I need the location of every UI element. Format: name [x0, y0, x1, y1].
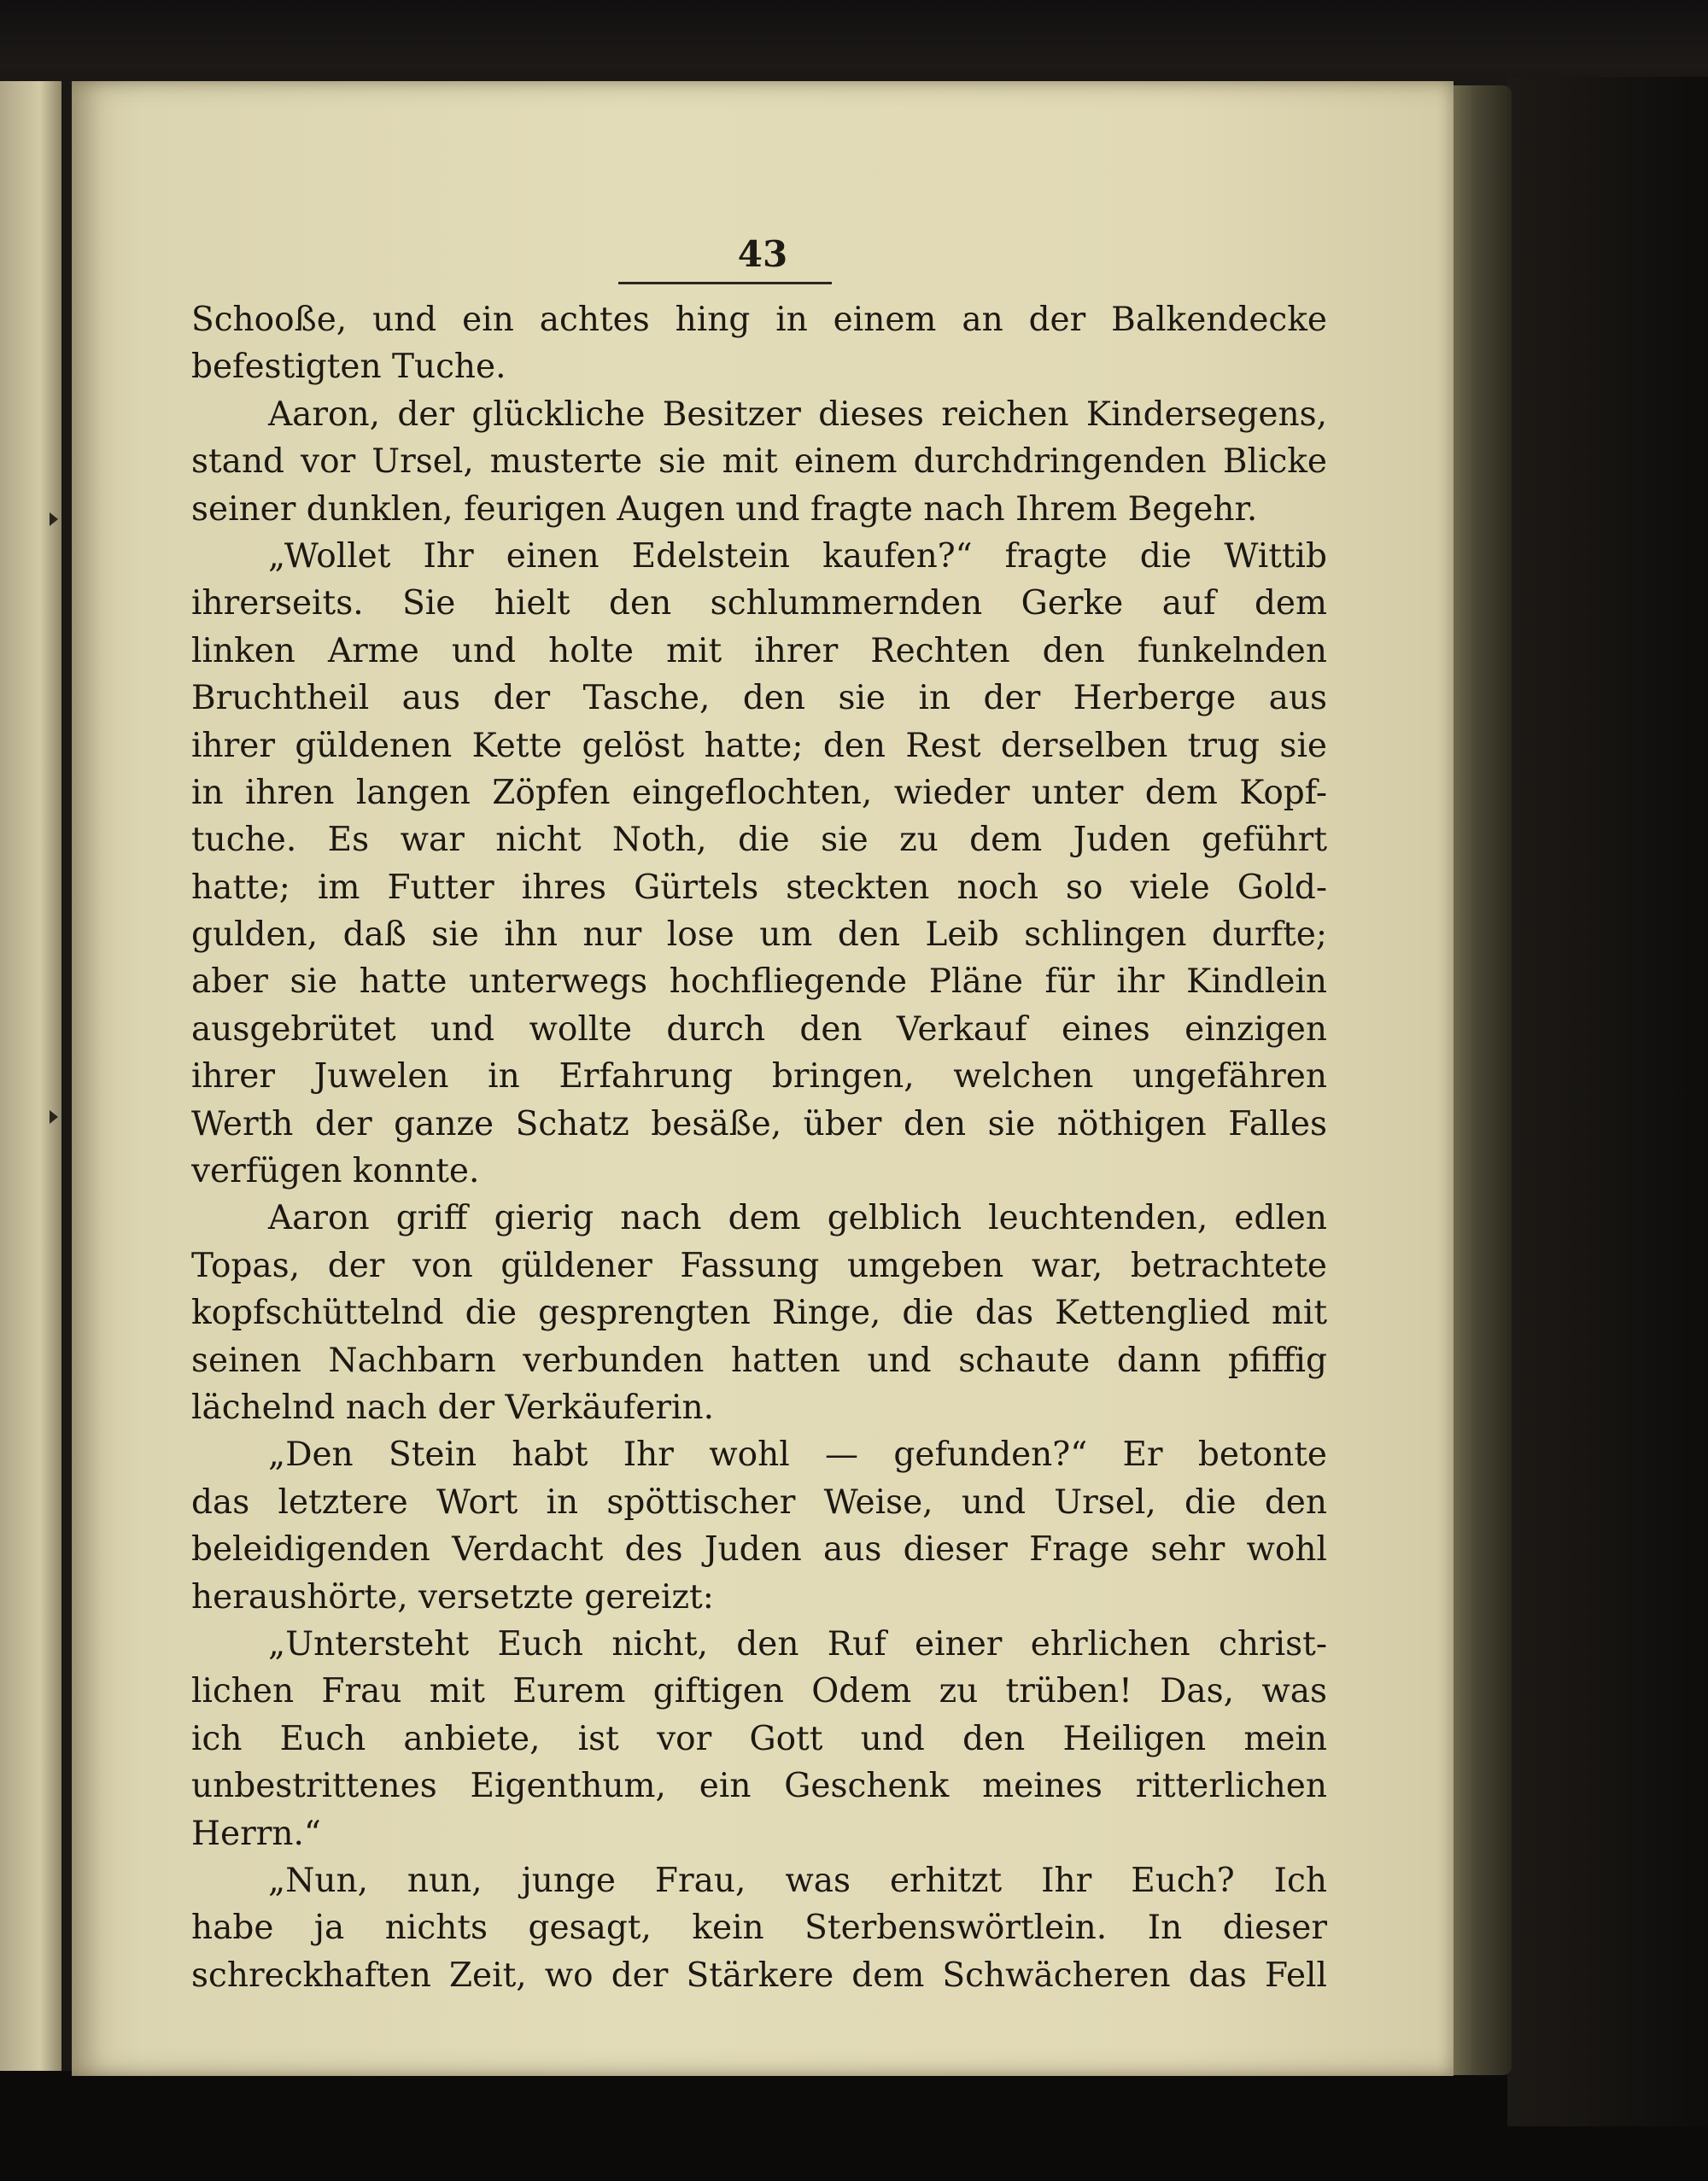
- text-line: Bruchtheil aus der Tasche, den sie in der Herberge aus: [191, 679, 1327, 718]
- text-line: kopfschüttelnd die gesprengten Ringe, die das Kettenglied mit: [191, 1294, 1327, 1333]
- text-line: ausgebrütet und wollte durch den Verkauf eines einzigen: [191, 1009, 1327, 1049]
- previous-page-edge: [0, 81, 61, 2071]
- text-line: „Untersteht Euch nicht, den Ruf einer ehrlichen christ-: [268, 1624, 1327, 1664]
- text-line: ihrer güldenen Kette gelöst hatte; den Rest derselben trug sie: [191, 726, 1327, 765]
- text-line: befestigten Tuche.: [191, 348, 506, 387]
- text-line: verfügen konnte.: [191, 1152, 480, 1191]
- text-line: ihrerseits. Sie hielt den schlummernden Gerke auf dem: [191, 584, 1327, 623]
- text-line: seiner dunklen, feurigen Augen und fragte nach Ihrem Begehr.: [191, 489, 1258, 529]
- text-line: tuche. Es war nicht Noth, die sie zu dem Juden geführt: [191, 821, 1327, 860]
- text-line: Werth der ganze Schatz besäße, über den sie nöthigen Falles: [191, 1104, 1327, 1143]
- text-line: Herrn.“: [191, 1814, 321, 1853]
- text-line: beleidigenden Verdacht des Juden aus dieser Frage sehr wohl: [191, 1530, 1327, 1570]
- text-line: seinen Nachbarn verbunden hatten und schaute dann pfiffig: [191, 1341, 1327, 1380]
- text-line: Schooße, und ein achtes hing in einem an der Balkendecke: [191, 301, 1327, 339]
- body-text: [191, 296, 1327, 1999]
- text-line: das letztere Wort in spöttischer Weise, und Ursel, die den: [191, 1482, 1327, 1522]
- book-page: [72, 81, 1454, 2076]
- text-line: heraushörte, versetzte gereizt:: [191, 1577, 714, 1617]
- text-line: unbestrittenes Eigenthum, ein Geschenk meines ritterlichen: [191, 1767, 1327, 1806]
- book-cover-right: [1507, 77, 1708, 2126]
- text-line: linken Arme und holte mit ihrer Rechten den funkelnden: [191, 631, 1327, 670]
- text-line: ich Euch anbiete, ist vor Gott und den Heiligen mein: [191, 1719, 1327, 1758]
- text-line: hatte; im Futter ihres Gürtels steckten noch so viele Gold-: [191, 868, 1327, 907]
- margin-mark: [50, 512, 58, 526]
- text-line: „Nun, nun, junge Frau, was erhitzt Ihr Euch? Ich: [268, 1861, 1327, 1900]
- text-line: lächelnd nach der Verkäuferin.: [191, 1388, 714, 1427]
- text-line: Aaron griff gierig nach dem gelblich leuchtenden, edlen: [268, 1199, 1327, 1238]
- page-edges: [1452, 85, 1512, 2075]
- header-rule: [618, 282, 832, 284]
- text-line: lichen Frau mit Eurem giftigen Odem zu trüben! Das, was: [191, 1672, 1327, 1711]
- text-line: „Den Stein habt Ihr wohl — gefunden?“ Er betonte: [268, 1435, 1327, 1475]
- text-line: schreckhaften Zeit, wo der Stärkere dem Schwächeren das Fell: [191, 1956, 1327, 1995]
- page-number: 43: [737, 233, 788, 275]
- text-line: gulden, daß sie ihn nur lose um den Leib schlingen durfte;: [191, 915, 1327, 955]
- text-line: Aaron, der glückliche Besitzer dieses reichen Kindersegens,: [268, 395, 1327, 434]
- text-line: Topas, der von güldener Fassung umgeben war, betrachtete: [191, 1246, 1327, 1285]
- text-line: ihrer Juwelen in Erfahrung bringen, welchen ungefähren: [191, 1057, 1327, 1096]
- text-line: stand vor Ursel, musterte sie mit einem durchdringenden Blicke: [191, 442, 1327, 482]
- margin-mark: [50, 1110, 58, 1124]
- text-line: „Wollet Ihr einen Edelstein kaufen?“ fragte die Wittib: [268, 536, 1327, 576]
- text-line: habe ja nichts gesagt, kein Sterbenswörtlein. In dieser: [191, 1909, 1327, 1948]
- text-line: aber sie hatte unterwegs hochfliegende Pläne für ihr Kindlein: [191, 962, 1327, 1002]
- text-line: in ihren langen Zöpfen eingeflochten, wieder unter dem Kopf-: [191, 773, 1327, 812]
- book-gutter: [61, 81, 72, 2071]
